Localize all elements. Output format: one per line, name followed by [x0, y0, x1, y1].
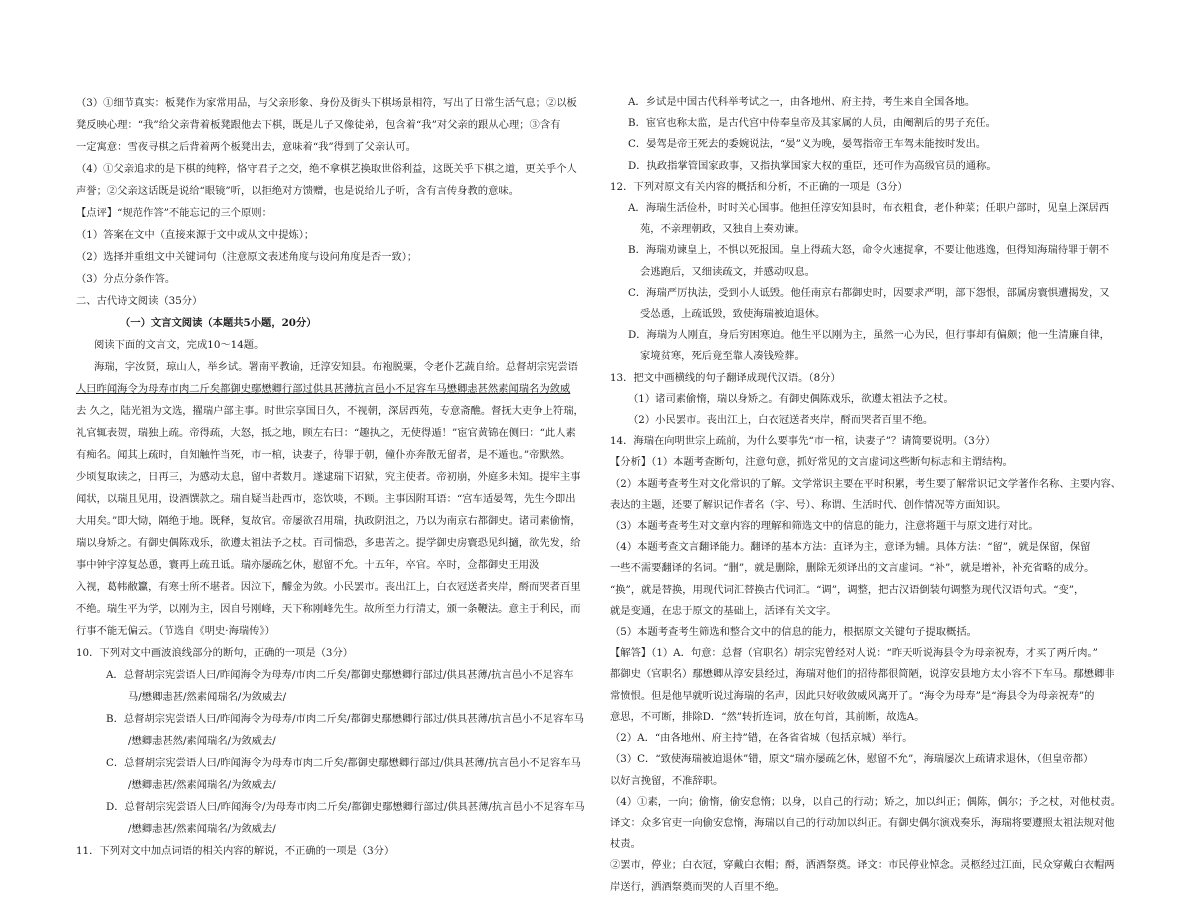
text-line: 受怂恿，上疏诋毁，致使海瑞被迫退休。	[640, 308, 826, 321]
text-line: A．海瑞生活俭朴，时时关心国事。他担任淳安知县时，布衣粗食，老仆种菜；任职户部时，见皇上深居西	[628, 202, 1110, 215]
text-line: （3）本题考查考生对文章内容的理解和筛选文中的信息的能力，注意将题干与原文进行对比。	[610, 520, 1039, 533]
text-line: C．总督胡宗宪尝语人曰/昨闻海令为母寿市肉二斤矣/都御史鄢懋卿行部过/供具甚薄/抗言邑小不足容车马	[106, 757, 581, 769]
text-line: 少顷复取读之，日再三，为感动太息，留中者数月。遂逮瑞下诏狱，究主使者。帝初崩，外庭多未知。提牢主事	[76, 471, 581, 483]
text-line: 声誉；②父亲这话既是说给“眼镜”听，以拒绝对方馈赠，也是说给儿子听，含有言传身教的意味。	[76, 185, 519, 197]
text-line: D．总督胡宗宪尝语人曰/昨闻海令/为母寿市肉二斤矣/都御史鄢懋卿行部过/供具甚薄/抗言邑小不足容车马	[106, 801, 585, 813]
text-line: 【解答】（1）A．句意：总督（官职名）胡宗宪曾经对人说：“昨天听说海县令为母亲祝寿，才买了两斤肉。”	[610, 647, 1098, 660]
text-line: 人曰昨闻海令为母寿市肉二斤矣都御史鄢懋卿行部过供具甚薄抗言邑小不足容车马懋卿恚甚然素闻瑞名为敛威	[76, 383, 571, 395]
text-line: （2）小民罢市。丧出江上，白衣冠送者夹岸，酹而哭者百里不绝。	[628, 414, 934, 427]
text-line: （3）C．“致使海瑞被迫退休”错，原文“瑞亦屡疏乞休，慰留不允”，海瑞屡次上疏请求退休，（但皇帝都）	[610, 753, 1094, 766]
text-line: 二、古代诗文阅读（35分）	[76, 295, 203, 307]
text-line: （1）诸司素偷惰，瑞以身矫之。有御史偶陈戏乐，欲遵太祖法予之杖。	[628, 392, 954, 405]
text-line: 去 久之，陆光祖为文选，擢瑞户部主事。时世宗享国日久，不视朝，深居西苑，专意斋醮。督抚大吏争上符瑞，	[76, 405, 584, 417]
text-line: 表达的主题，还要了解识记作者名（字、号）、称谓、生活时代、创作情况等方面知识。	[610, 498, 1007, 511]
text-line: 会逃跑后，又细读疏文，并感动叹息。	[640, 265, 816, 278]
text-line: 家境贫寒，死后竟至靠人凑钱殓葬。	[640, 350, 805, 363]
text-line: 事中钟宇淳复怂恿，寰再上疏丑诋。瑞亦屡疏乞休，慰留不允。十五年，卒官。卒时，佥都御史王用汲	[76, 559, 540, 571]
text-line: 礼官辄表贺，瑞独上疏。帝得疏，大怒，抵之地，顾左右曰：“趣执之，无使得遁！”宦官黄锦在侧曰：“此人素	[76, 427, 576, 439]
text-line: 【分析】（1）本题考查断句，注意句意，抓好常见的文言虚词这些断句标志和主谓结构。	[610, 456, 1013, 469]
text-line: 行事不能无偏云。（节选自《明史·海瑞传》）	[76, 625, 275, 637]
text-line: 13．把文中画横线的句子翻译成现代汉语。（8分）	[610, 371, 841, 384]
text-line: 11．下列对文中加点词语的相关内容的解说，不正确的一项是（3分）	[76, 845, 395, 857]
text-line: 不绝。瑞生平为学，以刚为主，因自号刚峰，天下称刚峰先生。故所至力行清丈，颁一条鞭法。意主于利民，而	[76, 603, 581, 615]
text-line: /懋卿恚甚/然素闻瑞名/为敛威去/	[128, 823, 276, 835]
text-line: A．乡试是中国古代科举考试之一，由各地州、府主持，考生来自全国各地。	[628, 96, 976, 108]
text-line: 常愤恨。但是他早就听说过海瑞的名声，因此只好收敛威风离开了。“海令为母寿”是“海县令为母亲祝寿”的	[610, 689, 1095, 702]
text-line: 意思，不可断，排除D．“然”转折连词，放在句首，其前断，故选A。	[610, 710, 925, 723]
text-line: 入视，葛帏敝籝，有寒士所不堪者。因泣下，醵金为敛。小民罢市。丧出江上，白衣冠送者夹岸，酹而哭者百里	[76, 581, 581, 593]
text-line: （3）分点分条作答。	[76, 273, 176, 285]
text-line: B．海瑞劝谏皇上，不惧以死报国。皇上得疏大怒，命令火速捉拿，不要让他逃逸，但得知海瑞待罪于朝不	[628, 244, 1110, 257]
text-line: C．海瑞严厉执法，受到小人诋毁。他任南京右都御史时，因要求严明，部下怨恨，部属房寰惧遭揭发，又	[628, 286, 1110, 299]
text-line: 苑，不亲理朝政，又独自上奏劝谏。	[640, 223, 805, 236]
left-column	[76, 92, 596, 862]
text-line: 就是变通，在忠于原文的基础上，活译有关文字。	[610, 604, 837, 617]
text-line: 大用矣。”即大恸，隔绝于地。既释，复故官。帝屡欲召用瑞，执政阴沮之，乃以为南京右都御史。诸司素偷惰，	[76, 515, 581, 527]
text-line: 以好言挽留，不准辞职。	[610, 774, 724, 787]
text-line: （2）A．“由各地州、府主持”错，在各省省城（包括京城）举行。	[610, 732, 913, 745]
text-line: 有痴名。闻其上疏时，自知触忤当死，市一棺，诀妻子，待罪于朝，僮仆亦奔散无留者，是不遁也。”帝默然。	[76, 449, 571, 461]
text-line: D．海瑞为人刚直，身后穷困寒迫。他生平以刚为主，虽然一心为民，但行事却有偏颇；他一生清廉自律，	[628, 329, 1110, 342]
text-line: C．晏驾是帝王死去的委婉说法，“晏”义为晚，晏驾指帝王车驾未能按时发出。	[628, 138, 987, 151]
text-line: /懋卿恚甚/然素闻瑞名/为敛威去/	[128, 779, 276, 791]
text-line: 杖责。	[610, 838, 641, 851]
text-line: 马/懋卿恚甚/然素闻瑞名/为敛威去/	[128, 691, 287, 703]
text-line: （2）本题考查考生对文化常识的了解。文学常识主要在平时积累，考生要了解常识记文学著作名称、主要内容、	[610, 477, 1122, 490]
text-line: 12．下列对原文有关内容的概括和分析，不正确的一项是（3分）	[610, 180, 908, 193]
right-column	[610, 92, 1132, 898]
text-line: 闻状，以瑞且见用，设酒馔款之。瑞自疑当赴西市，恣饮啖，不顾。主事因附耳语：“宫车适晏驾，先生今即出	[76, 493, 576, 505]
text-line: B．宦官也称太监，是古代宫中侍奉皇帝及其家属的人员，由阉割后的男子充任。	[628, 117, 996, 130]
text-line: 14．海瑞在向明世宗上疏前，为什么要事先“市一棺，诀妻子”？请简要说明。（3分）	[610, 435, 996, 448]
text-line: （一）文言文阅读（本题共5小题，20分）	[120, 317, 317, 329]
text-line: A．总督胡宗宪尝语人曰/昨闻海令为母寿/市肉二斤矣/都御史鄢懋卿行部过/供具甚薄/抗言邑小不足容车	[106, 669, 574, 681]
text-line: 凳反映心理：“我”给父亲背着板凳跟他去下棋，既是儿子又像徒弟，包含着“我”对父亲的跟从心理；③含有	[76, 119, 561, 131]
text-line: 岸送行，洒酒祭奠而哭的人百里不绝。	[610, 880, 786, 893]
text-line: “换”，就是替换，用现代词汇替换古代词汇。“调”，调整，把古汉语倒装句调整为现代汉语句式。“变”，	[610, 583, 1085, 596]
text-line: 译文：众多官吏一向偷安怠惰，海瑞以自己的行动加以纠正。有御史偶尔演戏奏乐，海瑞将要遵照太祖法规对他	[610, 816, 1115, 829]
text-line: ②罢市，停业；白衣冠，穿戴白衣帽；酹，洒酒祭奠。译文：市民停业悼念。灵柩经过江面，民众穿戴白衣帽两	[610, 859, 1115, 872]
text-line: （4）①父亲追求的是下棋的纯粹，恪守君子之交，绝不拿棋艺换取世俗利益，这既关乎下棋之道，更关乎个人	[76, 163, 577, 175]
text-line: /懋卿恚甚然/素闻瑞名/为敛威去/	[128, 735, 276, 747]
text-line: （1）答案在文中（直接来源于文中或从文中提炼）；	[76, 229, 315, 241]
text-line: 10．下列对文中画波浪线部分的断句，正确的一项是（3分）	[76, 647, 354, 659]
text-line: （2）选择并重组文中关键词句（注意原文表述角度与设问角度是否一致）；	[76, 251, 418, 263]
text-line: 一定寓意：雪夜寻棋之后背着两个板凳出去，意味着“我”得到了父亲认可。	[76, 141, 417, 153]
text-line: D．执政指掌管国家政事，又指执掌国家大权的重臣，还可作为高级官员的通称。	[628, 159, 997, 172]
text-line: 一些不需要翻译的名词。“删”，就是删除，删除无须译出的文言虚词。“补”，就是增补，补充省略的成分。	[610, 562, 1095, 575]
text-line: （4）①素，一向；偷惰，偷安怠惰；以身，以自己的行动；矫之，加以纠正；偶陈，偶尔；予之杖，对他杖责。	[610, 795, 1122, 808]
text-line: （4）本题考查文言翻译能力。翻译的基本方法：直译为主，意译为辅。具体方法：“留”，就是保留，保留	[610, 541, 1091, 554]
text-line: （5）本题考查考生筛选和整合文中的信息的能力，根据原文关键句子提取概括。	[610, 626, 977, 639]
text-line: 瑞以身矫之。有御史偶陈戏乐，欲遵太祖法予之杖。百司惴恐，多患苦之。提学御史房寰恐见纠擿，欲先发，给	[76, 537, 581, 549]
text-line: 海瑞，字汝贤，琼山人，举乡试。署南平教谕，迁淳安知县。布袍脱粟，令老仆艺蔬自给。总督胡宗宪尝语	[94, 361, 578, 373]
text-line: （3）①细节真实：板凳作为家常用品，与父亲形象、身份及街头下棋场景相符，写出了日常生活气息；②以板	[76, 97, 577, 109]
text-line: 都御史（官职名）鄢懋卿从淳安县经过，海瑞对他们的招待都很简陋，说淳安县地方太小容不下车马。鄢懋卿非	[610, 668, 1115, 681]
text-line: B．总督胡宗宪尝语人曰/昨闻海令为母寿/市肉二斤矣/都御史鄢懋卿行部过/供具甚薄/抗言邑小不足容车马	[106, 713, 584, 725]
text-line: 【点评】“规范作答”不能忘记的三个原则：	[76, 207, 272, 219]
text-line: 阅读下面的文言文，完成10～14题。	[94, 339, 265, 351]
